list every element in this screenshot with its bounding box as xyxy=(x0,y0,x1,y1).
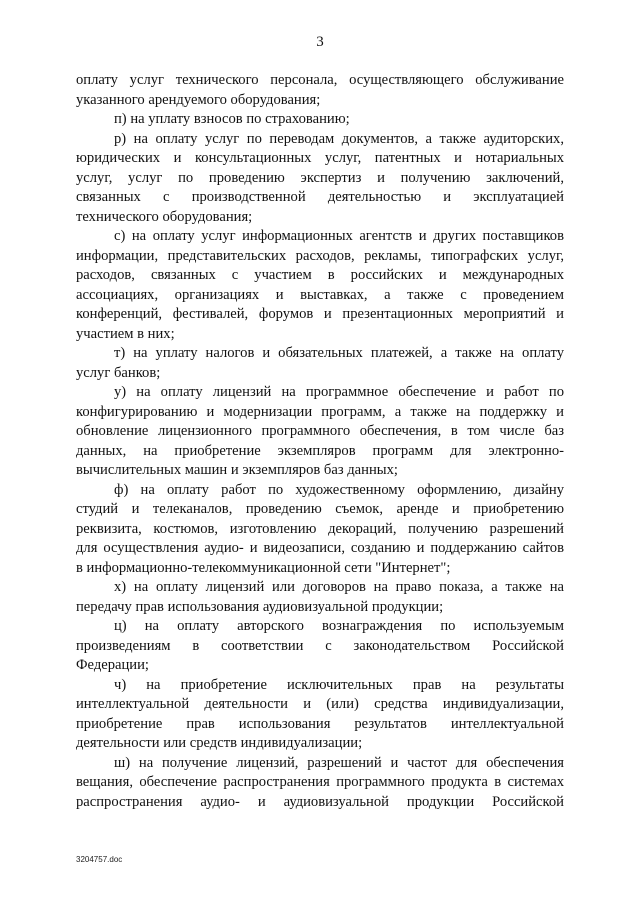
text-line: информации, представительских расходов, рекламы, типографских услуг, xyxy=(76,247,564,264)
text-line: х) на оплату лицензий или договоров на право показа, а также на xyxy=(114,579,564,595)
text-line: участием в них; xyxy=(76,325,175,342)
text-line: п) на уплату взносов по страхованию; xyxy=(114,111,350,127)
text-line: оплату услуг технического персонала, осуществляющего обслуживание xyxy=(76,72,564,88)
file-name-footer: 3204757.doc xyxy=(76,855,123,864)
text-line: обновление лицензионного программного обеспечения, в том числе баз xyxy=(76,423,564,439)
text-line: с) на оплату услуг информационных агентств и других поставщиков xyxy=(114,228,564,244)
text-line: юридических и консультационных услуг, патентных и нотариальных xyxy=(76,150,564,166)
text-line: студий и телеканалов, проведению съемок, аренде и приобретению xyxy=(76,501,564,517)
text-line: вычислительных машин и экземпляров баз данных; xyxy=(76,462,398,478)
text-line: у) на оплату лицензий на программное обеспечение и работ по xyxy=(114,384,564,400)
text-line: произведениям в соответствии с законодательством Российской xyxy=(76,637,564,654)
text-line: Федерации; xyxy=(76,657,149,673)
text-line: интеллектуальной деятельности и (или) средства индивидуализации, xyxy=(76,696,564,712)
text-line: указанного арендуемого оборудования; xyxy=(76,91,321,108)
text-line: вещания, обеспечение распространения программного продукта в системах xyxy=(76,774,564,790)
text-line: р) на оплату услуг по переводам документов, а также аудиторских, xyxy=(114,130,564,147)
text-line: т) на уплату налогов и обязательных платежей, а также на оплату xyxy=(114,345,564,361)
text-line: реквизита, костюмов, изготовлению декораций, получению разрешений xyxy=(76,520,564,537)
text-line: ф) на оплату работ по художественному оформлению, дизайну xyxy=(114,481,564,498)
text-line: ш) на получение лицензий, разрешений и частот для обеспечения xyxy=(114,754,564,771)
text-line: данных, на приобретение экземпляров программ для электронно- xyxy=(76,442,564,459)
page-number: 3 xyxy=(316,34,324,50)
text-line: ч) на приобретение исключительных прав на результаты xyxy=(114,676,564,693)
document-body xyxy=(76,71,564,812)
text-line: деятельности или средств индивидуализации; xyxy=(76,735,363,751)
text-line: ц) на оплату авторского вознаграждения по используемым xyxy=(114,618,564,634)
text-line: технического оборудования; xyxy=(76,208,253,225)
text-line: конфигурированию и модернизации программ, а также на поддержку и xyxy=(76,403,564,420)
text-line: связанных с производственной деятельностью и эксплуатацией xyxy=(76,189,564,205)
text-line: для осуществления аудио- и видеозаписи, созданию и поддержанию сайтов xyxy=(76,540,564,556)
text-line: в информационно-телекоммуникационной сети "Интернет"; xyxy=(76,559,451,576)
text-line: услуг банков; xyxy=(76,364,161,381)
text-line: ассоциациях, организациях и выставках, а также с проведением xyxy=(76,286,564,303)
text-line: приобретение прав использования результатов интеллектуальной xyxy=(76,715,564,732)
text-line: расходов, связанных с участием в российских и международных xyxy=(76,267,564,283)
text-line: распространения аудио- и аудиовизуальной продукции Российской xyxy=(76,793,564,810)
text-line: передачу прав использования аудиовизуальной продукции; xyxy=(76,598,444,615)
text-line: конференций, фестивалей, форумов и презентационных мероприятий и xyxy=(76,306,564,322)
text-line: услуг, услуг по проведению экспертиз и получению заключений, xyxy=(76,169,564,186)
